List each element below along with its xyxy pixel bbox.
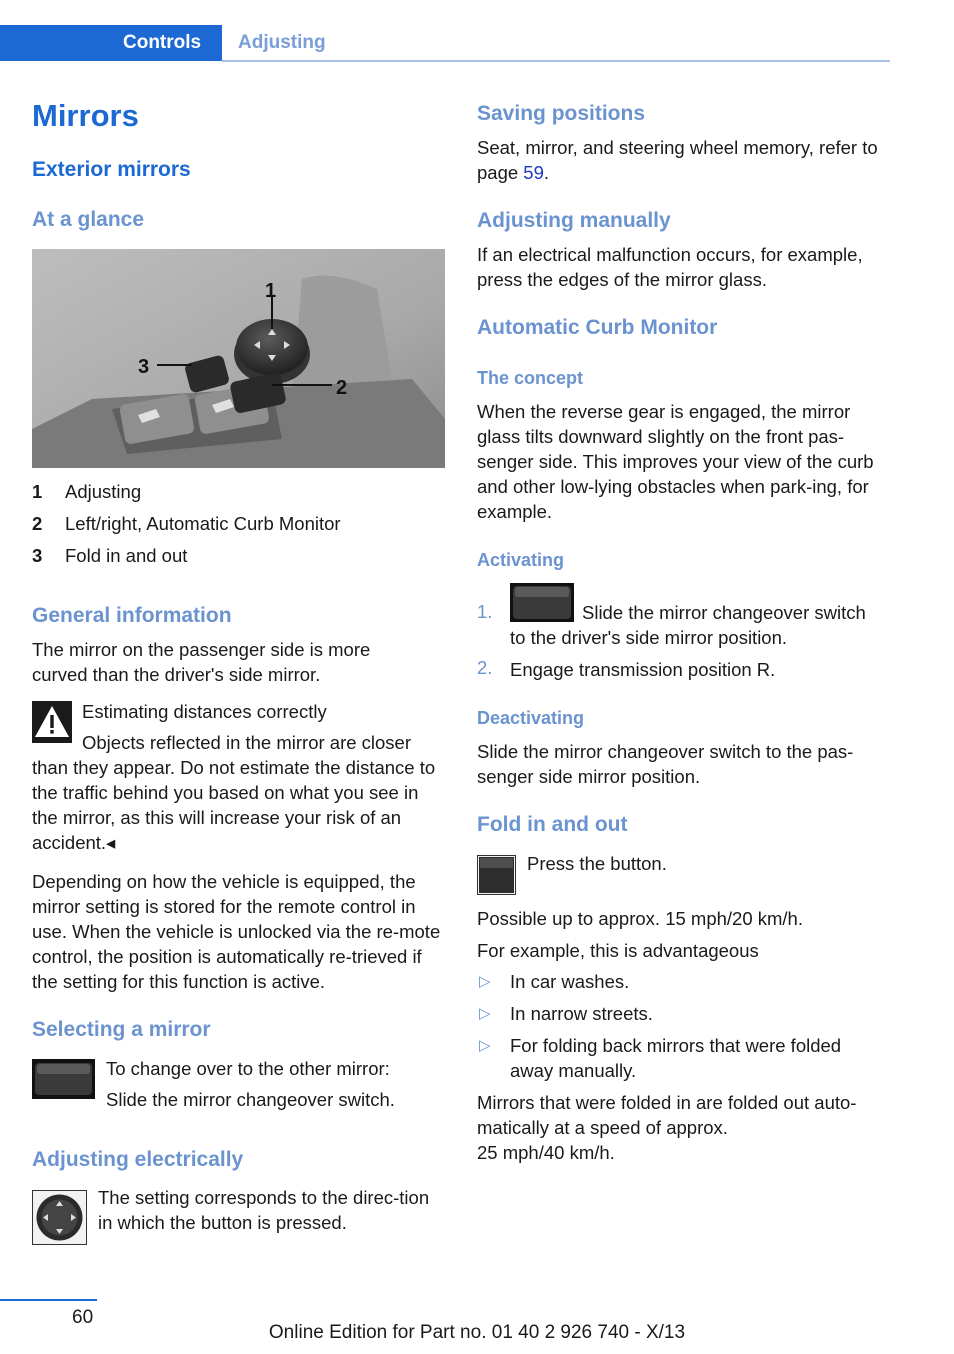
footer-divider (0, 1299, 97, 1301)
warning-text: than they appear. Do not estimate the distance to the traffic behind you based on what you see in the mirror, as this will increase your risk of an accident.◂ (32, 757, 436, 853)
heading-adjusting-electrically: Adjusting electrically (32, 1148, 244, 1171)
possible-text: Possible up to approx. 15 mph/20 km/h. (477, 908, 803, 929)
legend-text: Fold in and out (65, 545, 188, 566)
heading-fold-in-out: Fold in and out (477, 813, 628, 836)
selecting-line-2: Slide the mirror changeover switch. (106, 1089, 395, 1110)
heading-activating: Activating (477, 550, 565, 570)
general-text: The mirror on the passenger side is more curved than the driver's side mirror. (32, 639, 371, 685)
bullet-icon: ▷ (479, 1005, 491, 1022)
heading-concept: The concept (477, 368, 584, 388)
header-divider (222, 60, 890, 62)
step-2-text: Engage transmission position R. (510, 659, 776, 680)
step-1-line-1: Slide the mirror changeover switch (582, 602, 866, 623)
list-item: In car washes. (510, 971, 630, 992)
warning-icon (32, 701, 72, 743)
heading-general-information: General information (32, 604, 232, 627)
fold-press-text: Press the button. (527, 853, 667, 874)
list-item-continued: away manually. (510, 1060, 637, 1081)
heading-at-a-glance: At a glance (32, 208, 145, 231)
step-number: 2. (477, 657, 493, 678)
page-number: 60 (72, 1307, 94, 1328)
list-item: In narrow streets. (510, 1003, 653, 1024)
example-text: For example, this is advantageous (477, 940, 759, 961)
heading-selecting-mirror: Selecting a mirror (32, 1018, 211, 1041)
adjust-knob-icon (32, 1190, 87, 1245)
concept-text: When the reverse gear is engaged, the mirror glass tilts downward slightly on the front pas-senger side. This improves your view of the curb and other low-lying obstacles when park-ing, for example. (477, 401, 874, 522)
legend-text: Adjusting (65, 481, 142, 502)
legend-number: 2 (32, 513, 43, 534)
legend-number: 3 (32, 545, 43, 566)
mirror-control-photo (32, 249, 445, 468)
legend-number: 1 (32, 481, 43, 502)
bullet-icon: ▷ (479, 973, 491, 990)
warning-line-1: Objects reflected in the mirror are closer (82, 732, 412, 753)
bullet-icon: ▷ (479, 1037, 491, 1054)
heading-adjusting-manually: Adjusting manually (477, 209, 671, 232)
adjust-elec-text: The setting corresponds to the direc-tion in which the button is pressed. (98, 1187, 430, 1233)
selecting-line-1: To change over to the other mirror: (106, 1058, 390, 1079)
folded-text-line-2: matically at a speed of approx. (477, 1117, 728, 1138)
warning-title: Estimating distances correctly (82, 701, 327, 722)
figure-label-2: 2 (336, 377, 348, 399)
manual-text: If an electrical malfunction occurs, for example, press the edges of the mirror glass. (477, 244, 863, 290)
changeover-switch-icon (32, 1059, 95, 1099)
tab-adjusting[interactable]: Adjusting (238, 32, 326, 53)
heading-saving-positions: Saving positions (477, 102, 646, 125)
changeover-switch-icon (510, 583, 574, 622)
page-title: Mirrors (32, 98, 139, 133)
figure-label-1: 1 (265, 280, 277, 302)
legend-text: Left/right, Automatic Curb Monitor (65, 513, 341, 534)
folded-text-line-3: 25 mph/40 km/h. (477, 1142, 615, 1163)
memory-text: Depending on how the vehicle is equipped, the mirror setting is stored for the remote control in use. When the vehicle is unlocked via the re-mote control, the position is automatically re-trieved if the setting for this function is active. (32, 871, 441, 992)
figure-label-3: 3 (138, 356, 150, 378)
heading-automatic-curb-monitor: Automatic Curb Monitor (477, 316, 718, 339)
fold-button-icon (477, 855, 516, 895)
heading-deactivating: Deactivating (477, 708, 585, 728)
folded-text-line-1: Mirrors that were folded in are folded out auto- (477, 1092, 857, 1113)
section-exterior-mirrors: Exterior mirrors (32, 158, 191, 181)
deactivating-text: Slide the mirror changeover switch to the pas-senger side mirror position. (477, 741, 854, 787)
step-1-line-2: to the driver's side mirror position. (510, 627, 788, 648)
list-item: For folding back mirrors that were folded (510, 1035, 842, 1056)
tab-controls[interactable]: Controls (0, 25, 222, 61)
footer-edition: Online Edition for Part no. 01 40 2 926 740 - X/13 (268, 1322, 686, 1343)
page-link[interactable]: 59 (523, 162, 544, 183)
saving-text: Seat, mirror, and steering wheel memory, refer to page 59. (477, 137, 878, 183)
step-number: 1. (477, 601, 493, 622)
